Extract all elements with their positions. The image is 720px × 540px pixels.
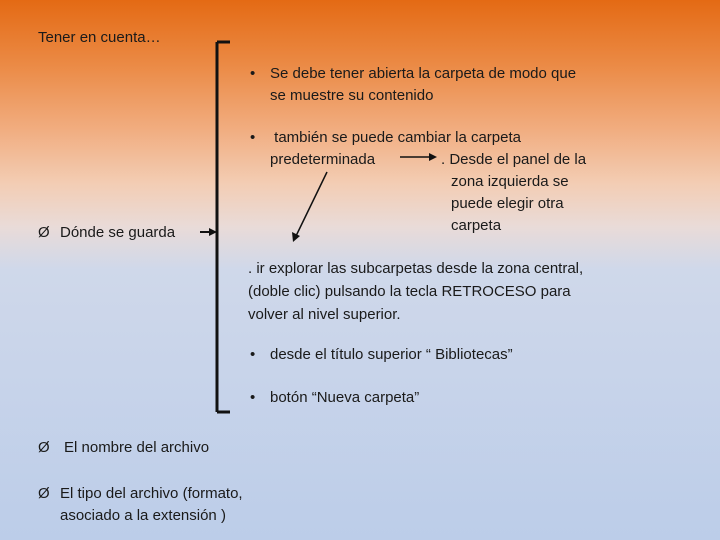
diagonal-arrow-line (296, 172, 327, 236)
diagonal-arrow-head (292, 232, 300, 242)
donde-marker: Ø (38, 224, 50, 241)
bullet-4-marker: • (250, 389, 256, 406)
bullet-1-line-2: se muestre su contenido (270, 87, 434, 104)
item-tipo-archivo (38, 483, 243, 527)
bullet-3-text: desde el título superior “ Bibliotecas” (270, 346, 513, 363)
bullet-1 (250, 63, 576, 107)
bullet-2-line-2: predeterminada (270, 151, 376, 168)
side-note-line-2: zona izquierda se (451, 173, 569, 190)
tipo-line-2: asociado a la extensión ) (60, 507, 226, 524)
item-nombre-archivo (38, 439, 209, 456)
nombre-label: El nombre del archivo (64, 439, 210, 456)
explore-paragraph (248, 257, 583, 326)
side-note-line-1: . Desde el panel de la (441, 151, 587, 168)
bullet-3-marker: • (250, 346, 256, 363)
donde-label: Dónde se guarda (60, 224, 176, 241)
side-note-line-4: carpeta (451, 217, 502, 234)
paragraph-line-2: (doble clic) pulsando la tecla RETROCESO para (248, 283, 571, 300)
tipo-label-rest: (formato, (178, 485, 243, 502)
paragraph-line-1: . ir explorar las subcarpetas desde la zona central, (248, 260, 584, 277)
paragraph-line-3: volver al nivel superior. (248, 306, 401, 323)
nombre-marker: Ø (38, 439, 50, 456)
bullet-3 (250, 344, 513, 366)
side-note (441, 149, 611, 237)
slide-title: Tener en cuenta… (38, 29, 161, 46)
bullet-1-marker: • (250, 65, 256, 82)
side-note-line-3: puede elegir otra (451, 195, 564, 212)
item-donde-se-guarda (38, 224, 175, 241)
tipo-label-bold: El tipo del archivo (60, 485, 179, 502)
bullet-1-line-1: Se debe tener abierta la carpeta de modo que (270, 65, 577, 82)
bullet-2-marker: • (250, 129, 256, 146)
bullet-4 (250, 387, 419, 409)
tipo-marker: Ø (38, 485, 50, 502)
bullet-2-line-1: también se puede cambiar la carpeta (270, 129, 521, 146)
bullet-4-text: botón “Nueva carpeta” (270, 389, 420, 406)
